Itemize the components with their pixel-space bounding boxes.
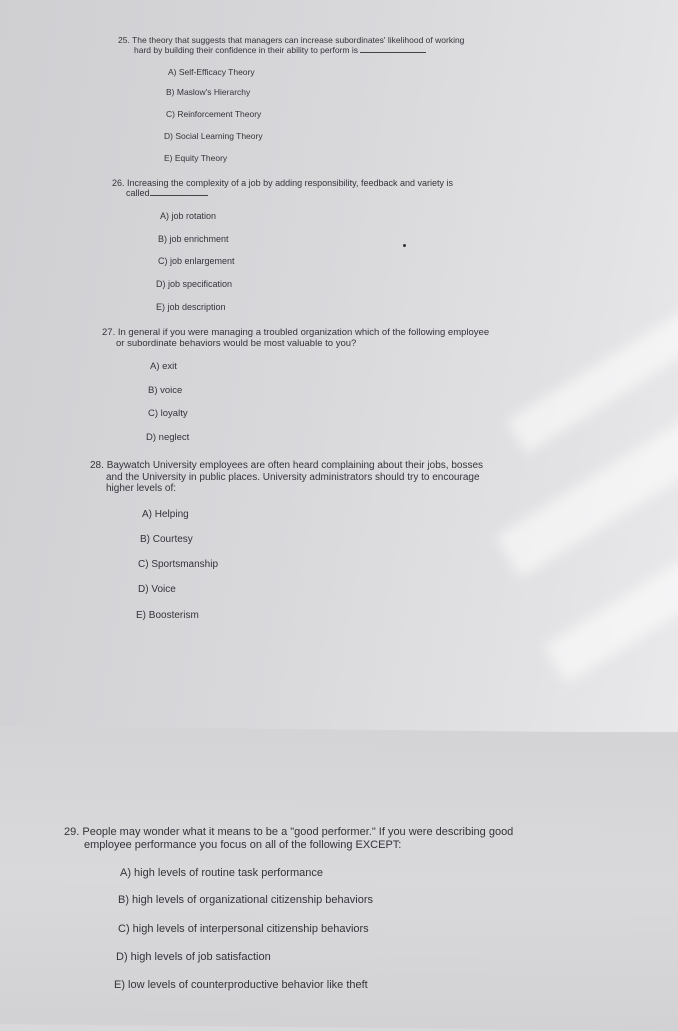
question-stem: and the University in public places. University administrators should try to encourage [106, 471, 480, 483]
question-stem: In general if you were managing a troubled organization which of the following employee [117, 327, 490, 338]
answer-option: B) voice [148, 385, 183, 396]
question-28 [90, 460, 550, 621]
answer-option: D) Social Learning Theory [164, 131, 263, 141]
answer-option: E) Equity Theory [164, 153, 228, 163]
answer-blank [360, 52, 426, 53]
question-stem: called [126, 188, 150, 199]
question-number: 25. [118, 35, 130, 45]
answer-option: E) job description [156, 302, 226, 312]
question-stem: Baywatch University employees are often heard complaining about their jobs, bosses [106, 460, 484, 471]
question-stem: Increasing the complexity of a job by adding responsibility, feedback and variety is [127, 178, 454, 188]
answer-option: A) Self-Efficacy Theory [168, 67, 255, 77]
question-stem: employee performance you focus on all of the following EXCEPT: [84, 838, 402, 851]
answer-option: B) job enrichment [158, 234, 229, 244]
question-stem: People may wonder what it means to be a "good performer." If you were describing good [82, 826, 514, 838]
answer-option: B) Courtesy [140, 534, 193, 545]
question-number: 28. [90, 460, 104, 471]
answer-option: C) high levels of interpersonal citizenship behaviors [118, 923, 369, 935]
answer-option: A) high levels of routine task performance [120, 867, 323, 879]
question-stem: hard by building their confidence in their ability to perform is [134, 44, 358, 55]
question-29 [64, 826, 564, 991]
question-stem: The theory that suggests that managers can increase subordinates' likelihood of working [132, 35, 465, 45]
answer-option: B) high levels of organizational citizenship behaviors [118, 894, 373, 906]
question-number: 29. [64, 826, 80, 838]
answer-option: C) Sportsmanship [138, 559, 219, 570]
answer-option: E) Boosterism [136, 610, 199, 621]
question-stem: or subordinate behaviors would be most valuable to you? [116, 337, 357, 349]
answer-option: D) neglect [146, 432, 190, 443]
question-25 [118, 35, 558, 163]
answer-option: A) exit [150, 361, 177, 372]
question-27 [102, 327, 572, 443]
question-number: 27. [102, 327, 116, 338]
answer-option: C) Reinforcement Theory [166, 109, 262, 119]
answer-option: E) low levels of counterproductive behavior like theft [114, 979, 368, 991]
answer-option: C) loyalty [148, 408, 188, 419]
answer-option: B) Maslow's Hierarchy [166, 87, 251, 97]
question-stem: higher levels of: [106, 483, 177, 494]
answer-option: D) high levels of job satisfaction [116, 951, 271, 963]
answer-option: A) Helping [142, 509, 189, 520]
question-number: 26. [112, 178, 125, 188]
answer-option: D) job specification [156, 279, 233, 289]
answer-option: C) job enlargement [158, 256, 235, 266]
question-26 [112, 178, 572, 312]
answer-option: A) job rotation [160, 211, 217, 221]
answer-blank [150, 195, 208, 196]
answer-option: D) Voice [138, 584, 176, 595]
ink-dot [403, 244, 406, 247]
